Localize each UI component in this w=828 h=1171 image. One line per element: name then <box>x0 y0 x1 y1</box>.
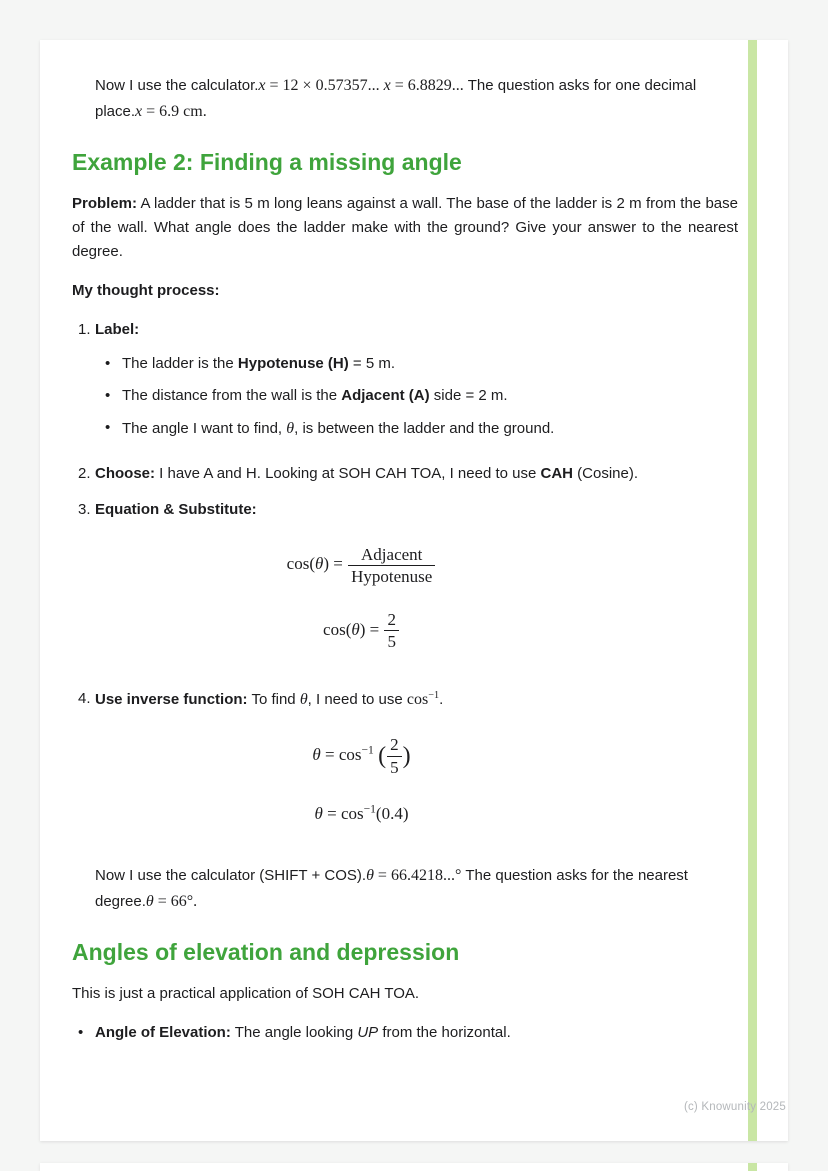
denominator: Hypotenuse <box>348 565 435 587</box>
text-run: −1 <box>428 689 440 701</box>
list-item <box>78 462 738 486</box>
section-heading: Angles of elevation and depression <box>72 939 460 966</box>
text-run: = 6.8829... <box>390 77 468 94</box>
text-run: = 66°. <box>153 892 198 910</box>
text-run: = 66.4218...° <box>373 866 466 884</box>
text-run: , I need to use <box>307 690 407 708</box>
page-1 <box>40 40 788 1141</box>
text-run: The distance from the wall is the <box>122 387 342 405</box>
list-marker: 3. <box>78 500 91 518</box>
text-run: θ <box>145 892 154 910</box>
text-run: from the horizontal. <box>378 1024 511 1042</box>
list-item-body <box>95 687 738 849</box>
text-run: = 6.9 cm. <box>142 102 207 120</box>
list-item <box>78 318 738 450</box>
formula <box>312 735 411 777</box>
text-run: θ <box>314 803 323 823</box>
text-run: The angle looking <box>230 1024 358 1042</box>
text-run: To find <box>247 690 300 708</box>
denominator: 5 <box>387 756 402 778</box>
text-run: UP <box>357 1024 379 1042</box>
denominator: 5 <box>384 630 399 652</box>
list-item-body <box>95 1021 738 1045</box>
math-block <box>95 609 738 653</box>
list-item-text <box>95 498 738 522</box>
list-item-body <box>122 384 738 408</box>
math-block <box>95 800 738 827</box>
text-run: θ <box>312 744 321 764</box>
text-run: Now I use the calculator (SHIFT + COS). <box>95 866 367 884</box>
text-run: , is between the ladder and the ground. <box>294 420 555 438</box>
list-item <box>78 498 738 675</box>
text-run: x <box>383 77 391 94</box>
text-run: θ <box>286 420 295 438</box>
fraction <box>347 544 436 588</box>
green-accent-stripe <box>748 40 757 1141</box>
paragraph <box>95 73 738 124</box>
text-run: The question asks for one decimal place. <box>95 77 697 120</box>
text-run: A ladder that is 5 m long leans against a wall. The base of the ladder is 2 m from the base of the wall. What angle does the ladder make with the ground? Give your answer to the nearest degree. <box>72 195 738 261</box>
numbered-list <box>72 318 738 849</box>
list-item-body <box>122 416 738 442</box>
text-run: Hypotenuse (H) <box>237 355 349 373</box>
formula <box>286 544 437 586</box>
watermark: (c) Knowunity 2025 <box>683 1101 786 1113</box>
text-run: x <box>258 77 266 94</box>
list-item <box>78 687 738 849</box>
text-run: The angle I want to find, <box>122 420 287 438</box>
list-item <box>78 1021 738 1045</box>
text-run: θ <box>366 866 374 884</box>
text-run: The question asks for the nearest degree. <box>95 866 688 910</box>
text-run: ) <box>402 742 411 769</box>
list-item <box>105 416 738 442</box>
paragraph <box>72 982 738 1006</box>
numerator: 2 <box>390 735 399 755</box>
list-marker: • <box>78 1024 84 1042</box>
text-run: −1 <box>361 743 374 757</box>
text-run: θ <box>351 619 360 639</box>
list-marker: 1. <box>78 321 91 339</box>
text-run: I have A and H. Looking at SOH CAH TOA, I need to use <box>155 464 541 482</box>
text-run: cos( <box>286 554 315 574</box>
math-block <box>95 544 738 588</box>
text-run: ) = <box>359 619 384 639</box>
text-run: CAH <box>540 464 574 482</box>
text-run: θ <box>299 690 308 708</box>
list-item-text <box>122 352 738 376</box>
text-run: = 5 m. <box>348 355 396 373</box>
bullet-list <box>72 1021 738 1045</box>
text-run: Problem: <box>72 195 138 213</box>
numerator: Adjacent <box>361 544 423 564</box>
list-item-body <box>95 498 738 675</box>
text-run: Equation & Substitute: <box>95 500 257 518</box>
numerator: 2 <box>387 610 396 630</box>
text-run: θ <box>315 554 324 574</box>
list-item-text <box>122 416 738 442</box>
text-run: = cos <box>320 744 362 764</box>
text-run: Angle of Elevation: <box>95 1024 231 1042</box>
text-run: ( <box>378 742 387 769</box>
text-run: Now I use the calculator. <box>95 77 259 94</box>
document-content <box>72 73 738 1045</box>
section-heading: Example 2: Finding a missing angle <box>72 149 462 176</box>
list-item-text <box>95 462 738 486</box>
formula <box>323 610 400 652</box>
text-run: My thought process: <box>72 282 220 300</box>
text-run: (0.4) <box>375 803 409 823</box>
list-marker: 2. <box>78 464 91 482</box>
list-item-body <box>122 352 738 376</box>
paragraph <box>95 863 738 914</box>
text-run: Label: <box>95 321 140 339</box>
text-run: −1 <box>363 802 376 816</box>
list-item <box>105 384 738 408</box>
text-run: ) = <box>323 554 348 574</box>
text-run: . <box>439 690 444 708</box>
page-2 <box>40 1163 788 1171</box>
text-run: cos( <box>323 619 352 639</box>
math-block <box>95 734 738 778</box>
list-item-text <box>122 384 738 408</box>
paragraph <box>72 279 738 303</box>
text-run: = cos <box>322 803 364 823</box>
green-accent-stripe <box>748 1163 757 1171</box>
list-marker: • <box>105 387 111 405</box>
list-marker: • <box>105 419 111 437</box>
list-marker: • <box>105 355 111 373</box>
list-item-body <box>95 318 738 450</box>
list-item <box>105 352 738 376</box>
text-run: This is just a practical application of SOH CAH TOA. <box>72 985 420 1003</box>
text-run: side = 2 m. <box>429 387 508 405</box>
text-run: = 12 × 0.57357... <box>265 77 384 94</box>
list-item-text <box>95 687 738 713</box>
formula <box>315 804 409 823</box>
fraction <box>383 609 400 653</box>
list-item-text <box>95 1021 738 1045</box>
fraction <box>386 734 403 778</box>
text-run: Choose: <box>95 464 155 482</box>
text-run: Use inverse function: <box>95 690 248 708</box>
bullet-list <box>105 352 738 442</box>
text-run: x <box>135 102 143 120</box>
text-run: Adjacent (A) <box>341 387 430 405</box>
list-marker: 4. <box>78 689 91 707</box>
list-item-body <box>95 462 738 486</box>
text-run: cos <box>406 690 429 708</box>
text-run: The ladder is the <box>122 355 238 373</box>
paragraph <box>72 192 738 264</box>
list-item-text <box>95 318 738 342</box>
text-run: (Cosine). <box>573 464 639 482</box>
